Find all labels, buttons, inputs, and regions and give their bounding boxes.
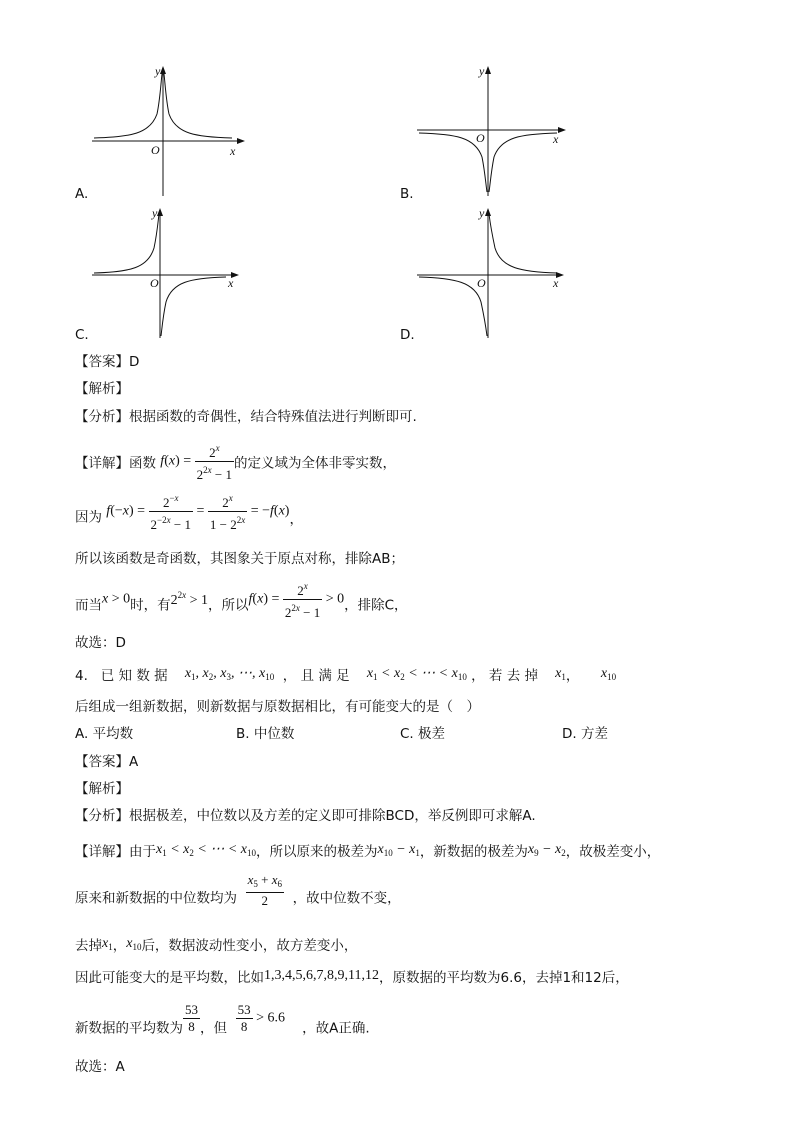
graph-c-y-label: y [152,206,158,220]
graph-d-y-label: y [479,206,485,220]
q3-when-so: ，所以 [208,597,249,614]
q4-mean-post: ，故A正确. [302,1020,370,1037]
graph-c [90,204,250,340]
q4-example-list: 1,3,4,5,6,7,8,9,11,12 [264,968,379,983]
option-a-label: A. [75,186,89,202]
q4-median-fraction: $\frac{x_5 + x_6}{2}$ [247,872,282,908]
q4-fenxi [75,804,536,824]
q4-mean-pre: 新数据的平均数为 [75,1020,183,1037]
q3-detail-label: 【详解】 [75,455,129,472]
q3-fx-formula: f [160,453,165,469]
q3-answer-label: 【答案】 [75,354,129,370]
q3-detail-post: 的定义域为全体非零实数， [233,455,396,472]
graph-b-origin: O [476,131,485,145]
q3-fenxi-text: 根据函数的奇偶性，结合特殊值法进行判断即可. [129,409,417,425]
q3-fx-fraction: $\frac{2^x}{2^{2x} - 1}$ [195,440,234,483]
q4-fenxi-label: 【分析】 [75,808,129,824]
q4-example-post: ，原数据的平均数为6.6，去掉1和12后， [378,970,629,986]
q4-example-pre: 因此可能变大的是平均数，比如 [75,970,264,986]
q4-detail-1c: ，新数据的极差为 [419,844,528,860]
q4-choice: 故选：A [75,1059,125,1075]
q4-data-list: $x_1$, $x_2$, $x_3$, ⋯, $x_{10}$ [184,666,275,682]
option-c-label: C. [75,327,89,343]
q3-answer-value: D [129,354,140,370]
q4-stem-line1: 4. 已 知 数 据 $x_1$, $x_2$, $x_3$, ⋯, $x_{10}$ ， 且 满 足 $x_1 < x_2$ < ⋯ < $x_{10}$ ， 若 去 掉 $x_1$， $x_{10}$ [75,666,617,684]
q4-remove-post: 后，数据波动性变小，故方差变小， [141,938,358,954]
q4-detail-1a: 由于 [129,844,156,860]
q4-answer-value: A [129,754,139,770]
q4-mean-line: 新数据的平均数为 $\frac{53}{8}$ ，但 $\frac{53}{8}$ > 6.6 ，故A正确. [75,1002,370,1037]
q3-when-pre: 而当 [75,597,102,614]
graph-b-y-label: y [479,64,485,78]
graph-d [415,204,575,340]
q4-mean-fraction: $\frac{53}{8}$ [185,1002,198,1034]
option-b-label: B. [400,186,414,202]
graph-c-origin: O [150,276,159,290]
q4-detail-1b: ，所以原来的极差为 [256,844,378,860]
graph-b-x-label: x [553,132,559,146]
q3-detail-line: 【详解】函数 f(x) = $\frac{2^x}{2^{2x} - 1}$ 的定义域为全体非零实数， [75,440,396,483]
graph-a-origin: O [151,143,160,157]
q3-fenxi-label: 【分析】 [75,409,129,425]
q3-fenxi [75,405,417,425]
q4-mean-mid: ，但 [200,1020,227,1037]
q3-odd-line: 所以该函数是奇函数，其图象关于原点对称，排除AB； [75,551,404,567]
q3-detail-pre: 函数 [129,455,156,472]
q3-because-line: 因为 f(−x) = $\frac{2^{-x}}{2^{-2x} - 1}$ = $\frac{2^x}{1 - 2^{2x}}$ = −f(x)， [75,490,303,533]
q4-detail-line: 【详解】由于$x_1 < x_2$ < ⋯ < $x_{10}$，所以原来的极差为$x_{10} - x_1$，新数据的极差为$x_9 - x_2$，故极差变小， [75,842,661,860]
q3-answer [75,350,139,370]
graph-d-x-label: x [553,276,559,290]
q4-median-post: ，故中位数不变， [292,890,401,907]
q3-when-fraction: $\frac{2^x}{2^{2x} - 1}$ [283,578,322,621]
q3-when-line: 而当x > 0时，有$2^{2x} > 1$，所以f(x) = $\frac{2^x}{2^{2x} - 1}$ > 0，排除C， [75,578,408,621]
q4-fenxi-text: 根据极差，中位数以及方差的定义即可排除BCD，举反例即可求解A. [129,808,536,824]
graph-a-y-label: y [155,64,161,78]
q4-answer [75,750,138,770]
q4-option-b: B. 中位数 [236,726,295,742]
q4-detail-label: 【详解】 [75,844,129,860]
q4-compare-fraction: $\frac{53}{8}$ [237,1002,251,1034]
q4-option-d: D. 方差 [562,726,608,742]
q4-option-c: C. 极差 [400,726,446,742]
q3-fneg-fraction-2: $\frac{2^x}{1 - 2^{2x}}$ [208,490,247,533]
q4-answer-label: 【答案】 [75,754,129,770]
q3-when-mid: 时，有 [130,597,171,614]
q4-detail-1d: ，故极差变小， [565,844,661,860]
graph-a-x-label: x [230,144,236,158]
q4-median-line [75,872,401,909]
q4-number: 4. [75,668,88,684]
q4-option-a: A. 平均数 [75,726,134,742]
q3-because: 因为 [75,509,102,526]
q3-choice: 故选：D [75,635,126,651]
q4-remove-pre: 去掉 [75,938,102,954]
q4-example-line [75,966,629,986]
q3-analysis-label: 【解析】 [75,381,129,397]
q4-stem-1: 已 知 数 据 [100,668,168,684]
q4-stem-line2: 后组成一组新数据，则新数据与原数据相比，有可能变大的是（ ） [75,699,480,715]
q4-stem-3: ， 若 去 掉 [471,668,538,684]
q3-when-post: ，排除C， [344,597,408,614]
graph-d-origin: O [477,276,486,290]
q4-order: $x_1 < x_2$ < ⋯ < $x_{10}$ [366,666,467,682]
q4-median-pre: 原来和新数据的中位数均为 [75,890,237,907]
graph-c-x-label: x [228,276,234,290]
q4-remove-line: 去掉$x_1$，$x_{10}$后，数据波动性变小，故方差变小， [75,936,358,954]
option-d-label: D. [400,327,415,343]
q3-fneg-fraction-1: $\frac{2^{-x}}{2^{-2x} - 1}$ [149,490,193,533]
graph-b [415,62,575,198]
q4-analysis-label: 【解析】 [75,781,129,797]
graph-a [90,62,250,198]
q4-stem-2: ， 且 满 足 [282,668,350,684]
